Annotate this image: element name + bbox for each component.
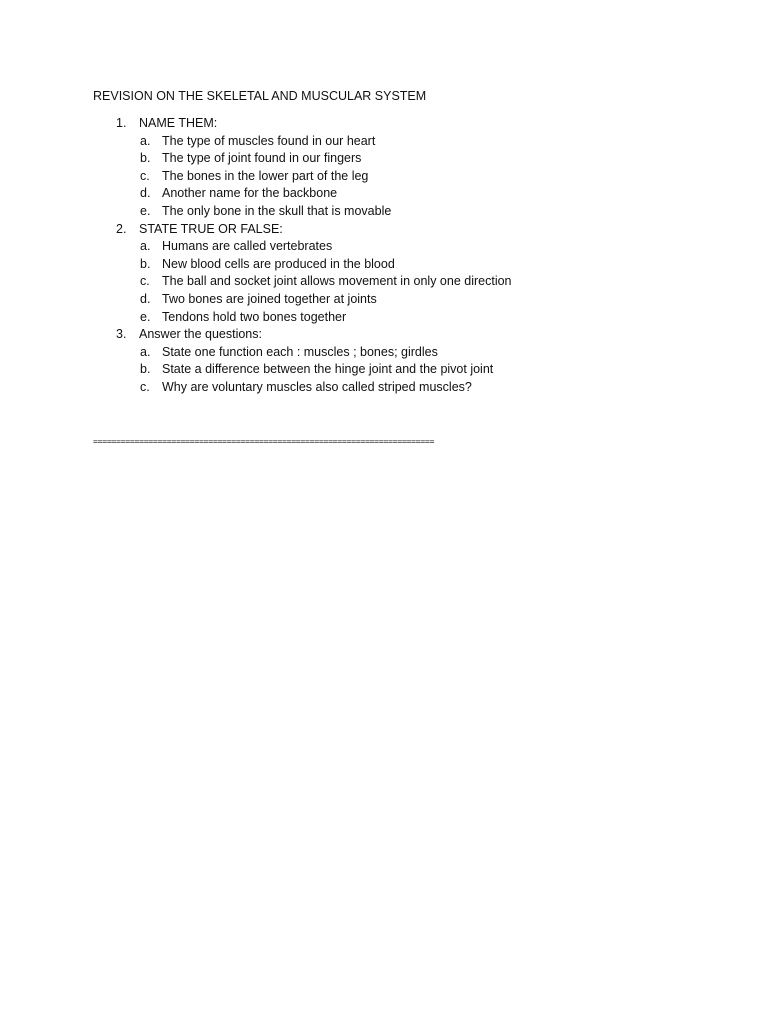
item-text: The type of joint found in our fingers bbox=[162, 151, 362, 166]
item-text: New blood cells are produced in the blood bbox=[162, 256, 395, 271]
document-title: REVISION ON THE SKELETAL AND MUSCULAR SYSTEM bbox=[93, 89, 427, 103]
item-letter: e. bbox=[140, 204, 151, 218]
question-number: 3. bbox=[116, 327, 127, 342]
item-letter: b. bbox=[140, 151, 151, 166]
item-text: State a difference between the hinge joint and the pivot joint bbox=[162, 362, 494, 377]
separator-line: ========================================================================== bbox=[93, 436, 435, 446]
question-number: 1. bbox=[116, 116, 127, 130]
item-text: The bones in the lower part of the leg bbox=[162, 168, 369, 183]
item-letter: c. bbox=[140, 168, 150, 183]
item-text: Why are voluntary muscles also called striped muscles? bbox=[162, 380, 472, 394]
item-letter: a. bbox=[140, 239, 151, 254]
item-text: The ball and socket joint allows movement in only one direction bbox=[162, 274, 512, 289]
item-text: The only bone in the skull that is movable bbox=[162, 204, 392, 218]
item-letter: c. bbox=[140, 380, 150, 394]
item-letter: a. bbox=[140, 344, 151, 359]
item-text: Two bones are joined together at joints bbox=[162, 292, 377, 306]
item-text: State one function each : muscles ; bones; girdles bbox=[162, 344, 438, 359]
item-letter: d. bbox=[140, 292, 151, 306]
question-heading: Answer the questions: bbox=[139, 327, 262, 342]
item-letter: b. bbox=[140, 256, 151, 271]
question-heading: NAME THEM: bbox=[139, 116, 218, 130]
question-heading: STATE TRUE OR FALSE: bbox=[139, 221, 283, 236]
item-letter: e. bbox=[140, 309, 151, 324]
item-text: The type of muscles found in our heart bbox=[162, 133, 376, 148]
item-text: Another name for the backbone bbox=[162, 186, 338, 201]
item-letter: a. bbox=[140, 133, 151, 148]
item-letter: c. bbox=[140, 274, 150, 289]
item-letter: b. bbox=[140, 362, 151, 377]
question-number: 2. bbox=[116, 221, 127, 236]
item-text: Tendons hold two bones together bbox=[162, 309, 347, 324]
item-letter: d. bbox=[140, 186, 151, 201]
item-text: Humans are called vertebrates bbox=[162, 239, 333, 254]
